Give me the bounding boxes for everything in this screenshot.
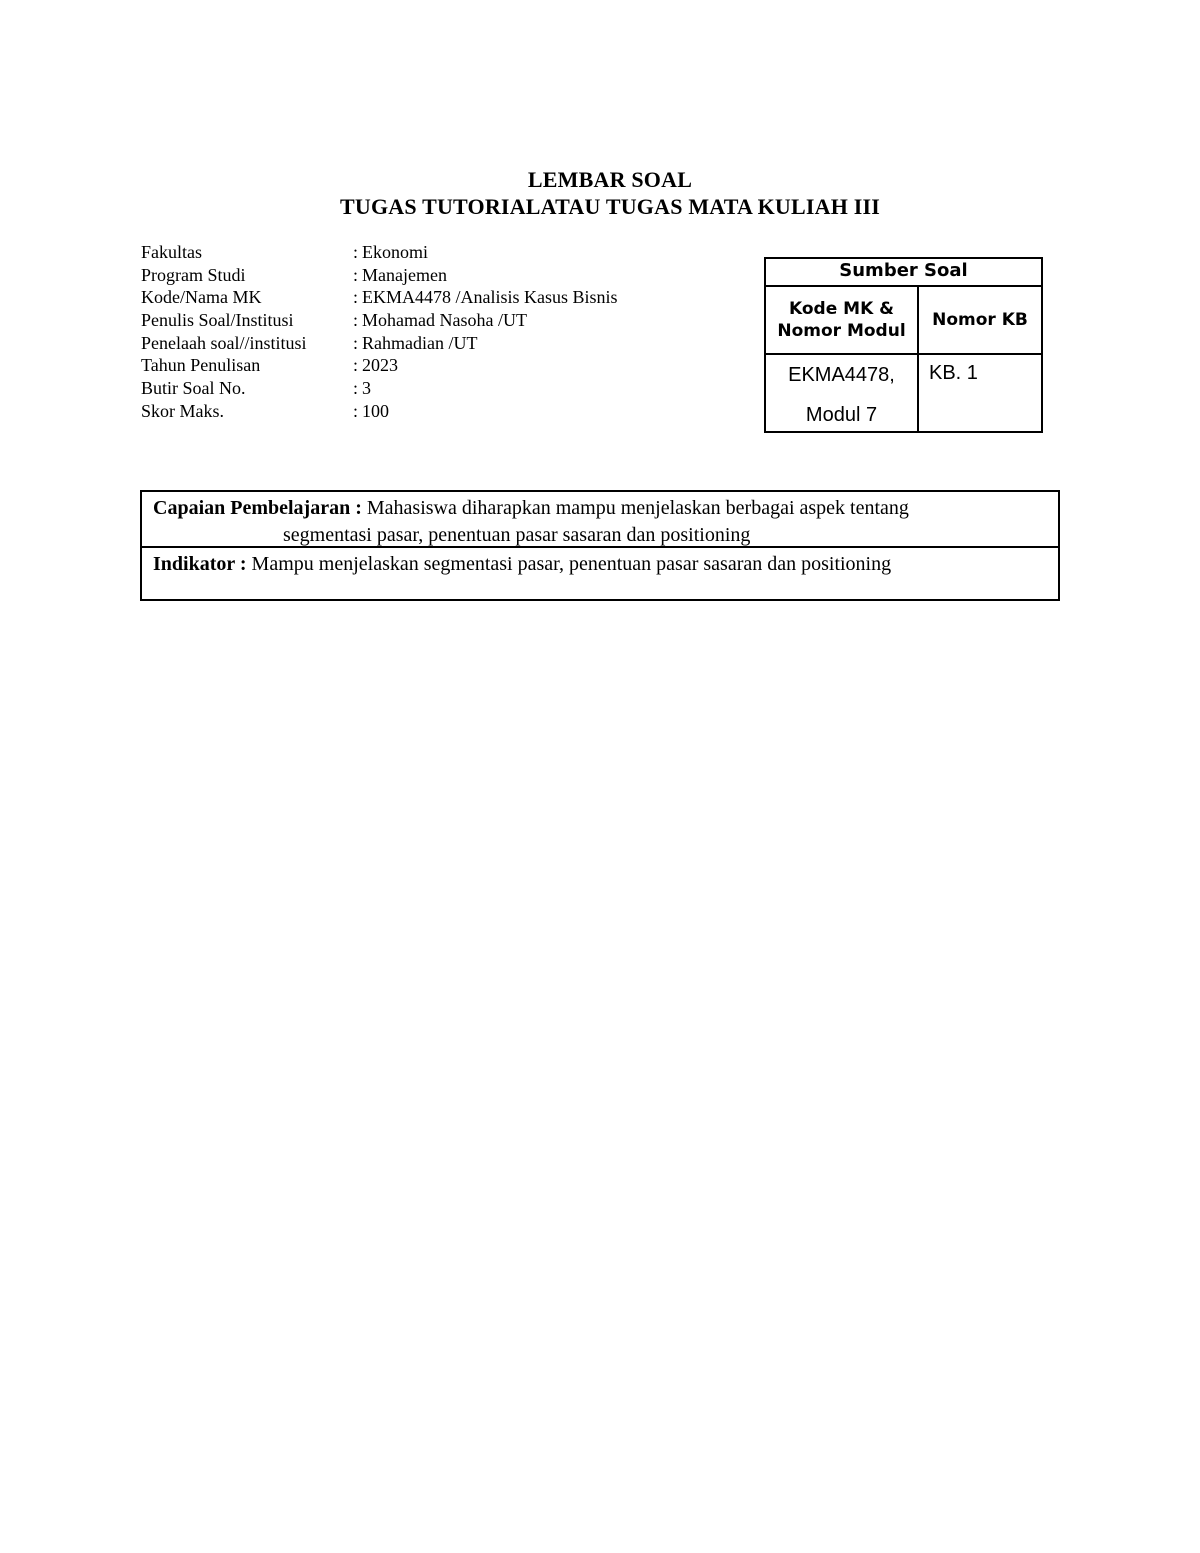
header-text: Nomor KB	[932, 310, 1028, 330]
document-title: LEMBAR SOAL	[527, 167, 693, 192]
document-subtitle: TUGAS TUTORIALATAU TUGAS MATA KULIAH III	[340, 194, 880, 219]
info-separator: :	[353, 287, 359, 308]
info-label: Skor Maks.	[141, 400, 225, 421]
info-label: Tahun Penulisan	[141, 355, 261, 376]
info-separator: :	[353, 400, 359, 421]
info-label: Penulis Soal/Institusi	[141, 310, 294, 331]
box-divider	[142, 546, 1058, 548]
info-value: Manajemen	[362, 264, 447, 285]
learning-outcome-box	[140, 490, 1060, 601]
indicator-text: Mampu menjelaskan segmentasi pasar, penentuan pasar sasaran dan positioning	[251, 553, 892, 575]
info-label: Fakultas	[141, 242, 202, 262]
info-value: Rahmadian /UT	[362, 332, 478, 353]
info-separator: :	[353, 242, 359, 262]
info-label: Butir Soal No.	[141, 378, 246, 399]
learning-outcome-line	[153, 495, 909, 521]
info-value: Mohamad Nasoha /UT	[362, 310, 527, 331]
cell-text-line: Modul 7	[805, 404, 878, 426]
info-value: 3	[362, 378, 371, 399]
source-table-cell-kb: KB. 1	[929, 362, 978, 384]
indicator-line	[153, 551, 891, 577]
info-value: 2023	[362, 355, 398, 376]
info-separator: :	[353, 378, 359, 399]
indicator-label: Indikator :	[153, 553, 247, 575]
info-label: Program Studi	[141, 264, 246, 285]
info-separator: :	[353, 332, 359, 353]
info-separator: :	[353, 355, 359, 376]
info-label: Kode/Nama MK	[141, 287, 262, 308]
info-separator: :	[353, 264, 359, 285]
info-value: EKMA4478 /Analisis Kasus Bisnis	[362, 287, 618, 308]
source-table	[764, 257, 1043, 433]
cell-text-line: EKMA4478,	[788, 364, 895, 386]
learning-outcome-continuation: segmentasi pasar, penentuan pasar sasaran dan positioning	[283, 524, 751, 546]
source-table-header-module	[766, 287, 919, 355]
learning-outcome-label: Capaian Pembelajaran :	[153, 497, 362, 519]
source-table-cell-module	[766, 355, 919, 431]
learning-outcome-text: Mahasiswa diharapkan mampu menjelaskan berbagai aspek tentang	[366, 497, 909, 519]
source-table-header-kb	[919, 287, 1041, 355]
info-value: Ekonomi	[362, 242, 428, 262]
source-table-title: Sumber Soal	[766, 259, 1041, 287]
header-text: Kode MK & Nomor Modul	[777, 299, 906, 341]
info-label: Penelaah soal//institusi	[141, 332, 307, 353]
info-value: 100	[362, 400, 389, 421]
info-separator: :	[353, 310, 359, 331]
